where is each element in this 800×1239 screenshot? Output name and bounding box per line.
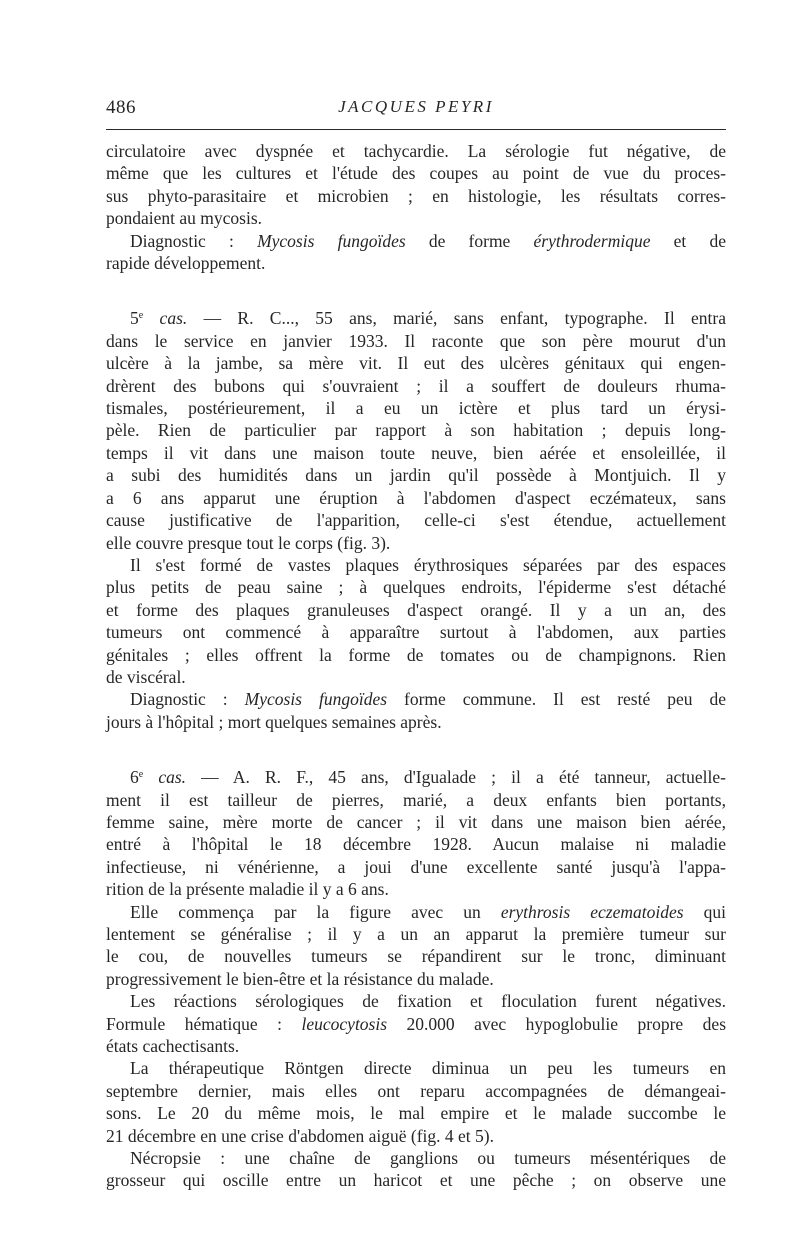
text-run: — A. R. F., 45 ans, d'Igualade ; il a été tanneur, actuelle- [186, 767, 727, 788]
text-line: plus petits de peau saine ; à quelques endroits, l'épiderme s'est détaché [106, 577, 726, 598]
text-run: qui [683, 901, 726, 922]
diagnosis-term: erythrosis eczematoides [500, 901, 684, 922]
diagnostic-label: Diagnostic : [130, 230, 258, 251]
text-line: pondaient au mycosis. [106, 208, 263, 229]
text-line: Il s'est formé de vastes plaques érythrosiques séparées par des espaces [130, 554, 726, 575]
text-line: cause justificative de l'apparition, celle-ci s'est étendue, actuellement [106, 510, 726, 531]
text-line: septembre dernier, mais elles ont reparu accompagnées de démangeai- [106, 1080, 726, 1101]
diagnostic-paragraph [106, 230, 726, 275]
text-line: génitales ; elles offrent la forme de tomates ou de champignons. Rien [106, 644, 726, 665]
text-line: rapide développement. [106, 253, 266, 274]
text-line: 21 décembre en une crise d'abdomen aiguë (fig. 4 et 5). [106, 1125, 494, 1146]
text-line: tismales, postérieurement, il a eu un ictère et plus tard un érysi- [106, 398, 726, 419]
paragraph [106, 1147, 726, 1192]
text-line: progressivement le bien-être et la résistance du malade. [106, 968, 494, 989]
text-run: de forme [405, 230, 534, 251]
diagnosis-term: Mycosis fungoïdes [257, 230, 406, 251]
text-run: Elle commença par la figure avec un [130, 901, 501, 922]
text-line: sus phyto-parasitaire et microbien ; en histologie, les résultats corres- [106, 185, 726, 206]
diagnosis-term: leucocytosis [301, 1013, 388, 1034]
text-run: — R. C..., 55 ans, marié, sans enfant, typographe. Il entra [187, 308, 727, 329]
text-line: jours à l'hôpital ; mort quelques semaines après. [106, 711, 442, 732]
text-line: même que les cultures et l'étude des coupes au point de vue du proces- [106, 163, 726, 184]
text-line: pèle. Rien de particulier par rapport à son habitation ; depuis long- [106, 420, 726, 441]
text-line: et forme des plaques granuleuses d'aspect orangé. Il y a un an, des [106, 599, 726, 620]
body-text [106, 140, 726, 1192]
header-rule [106, 129, 726, 130]
case-paragraph [106, 766, 726, 900]
text-line: sons. Le 20 du même mois, le mal empire et le malade succombe le [106, 1103, 726, 1124]
paragraph [106, 140, 726, 230]
case-paragraph [106, 307, 726, 553]
text-line [106, 230, 726, 252]
text-line [106, 901, 726, 923]
text-line: Nécropsie : une chaîne de ganglions ou tumeurs mésentériques de [130, 1148, 726, 1169]
text-line: de viscéral. [106, 666, 186, 687]
text-line: femme saine, mère morte de cancer ; il vit dans une maison bien aérée, [106, 811, 726, 832]
text-run: forme commune. Il est resté peu de [387, 689, 726, 710]
diagnosis-term: Mycosis fungoïdes [244, 689, 388, 710]
text-line: grosseur qui oscille entre un haricot et une pêche ; on observe une [106, 1170, 726, 1191]
text-line [106, 766, 726, 788]
text-line: Les réactions sérologiques de fixation et floculation furent négatives. [130, 991, 726, 1012]
case-label: cas. [159, 308, 188, 329]
text-line: tumeurs ont commencé à apparaître surtout à l'abdomen, aux parties [106, 622, 726, 643]
text-line: a 6 ans apparut une éruption à l'abdomen d'aspect eczémateux, sans [106, 487, 726, 508]
page-header [106, 95, 726, 123]
case-label: cas. [158, 767, 187, 788]
paragraph [106, 990, 726, 1012]
section-gap [106, 274, 726, 307]
text-run: 20.000 avec hypoglobulie propre des [387, 1013, 726, 1034]
page-number: 486 [106, 97, 136, 118]
text-line: états cachectisants. [106, 1036, 240, 1057]
text-line: ulcère à la jambe, sa mère vit. Il eut des ulcères génitaux qui engen- [106, 353, 726, 374]
text-run: Formule hématique : [106, 1013, 302, 1034]
running-title: JACQUES PEYRI [338, 97, 494, 116]
text-line: elle couvre presque tout le corps (fig. 3). [106, 532, 391, 553]
case-ordinal: e [138, 769, 144, 781]
text-line: entré à l'hôpital le 18 décembre 1928. Aucun malaise ni maladie [106, 834, 726, 855]
section-gap [106, 733, 726, 766]
paragraph [106, 1057, 726, 1147]
text-line [106, 307, 726, 329]
text-line [106, 1013, 726, 1035]
text-run: et de [650, 230, 726, 251]
paragraph [106, 1013, 726, 1058]
diagnostic-label: Diagnostic : [130, 689, 245, 710]
text-line: le cou, de nouvelles tumeurs se répandirent sur le tronc, diminuant [106, 946, 726, 967]
text-line: a subi des humidités dans un jardin qu'il possède à Montjuich. Il y [106, 465, 726, 486]
diagnostic-paragraph [106, 688, 726, 733]
text-line: lentement se généralise ; il y a un an apparut la première tumeur sur [106, 924, 726, 944]
paragraph [106, 554, 726, 688]
text-line: ment il est tailleur de pierres, marié, a deux enfants bien portants, [106, 789, 726, 810]
case-ordinal: e [138, 310, 144, 322]
text-line: dans le service en janvier 1933. Il raconte que son père mourut d'un [106, 330, 726, 351]
text-line: La thérapeutique Röntgen directe diminua un peu les tumeurs en [130, 1058, 726, 1079]
paragraph [106, 901, 726, 991]
text-line: temps il vit dans une maison toute neuve, bien aérée et ensoleillée, il [106, 442, 726, 463]
text-line: rition de la présente maladie il y a 6 ans. [106, 879, 389, 900]
text-line: drèrent des bubons qui s'ouvraient ; il a souffert de douleurs rhuma- [106, 375, 726, 396]
case-number: 6 [130, 767, 139, 788]
text-line [106, 688, 726, 710]
diagnosis-form: érythrodermique [533, 230, 651, 251]
case-number: 5 [130, 308, 139, 329]
text-line: circulatoire avec dyspnée et tachycardie. La sérologie fut négative, de [106, 141, 726, 161]
text-line: infectieuse, ni vénérienne, a joui d'une excellente santé jusqu'à l'appa- [106, 856, 726, 877]
